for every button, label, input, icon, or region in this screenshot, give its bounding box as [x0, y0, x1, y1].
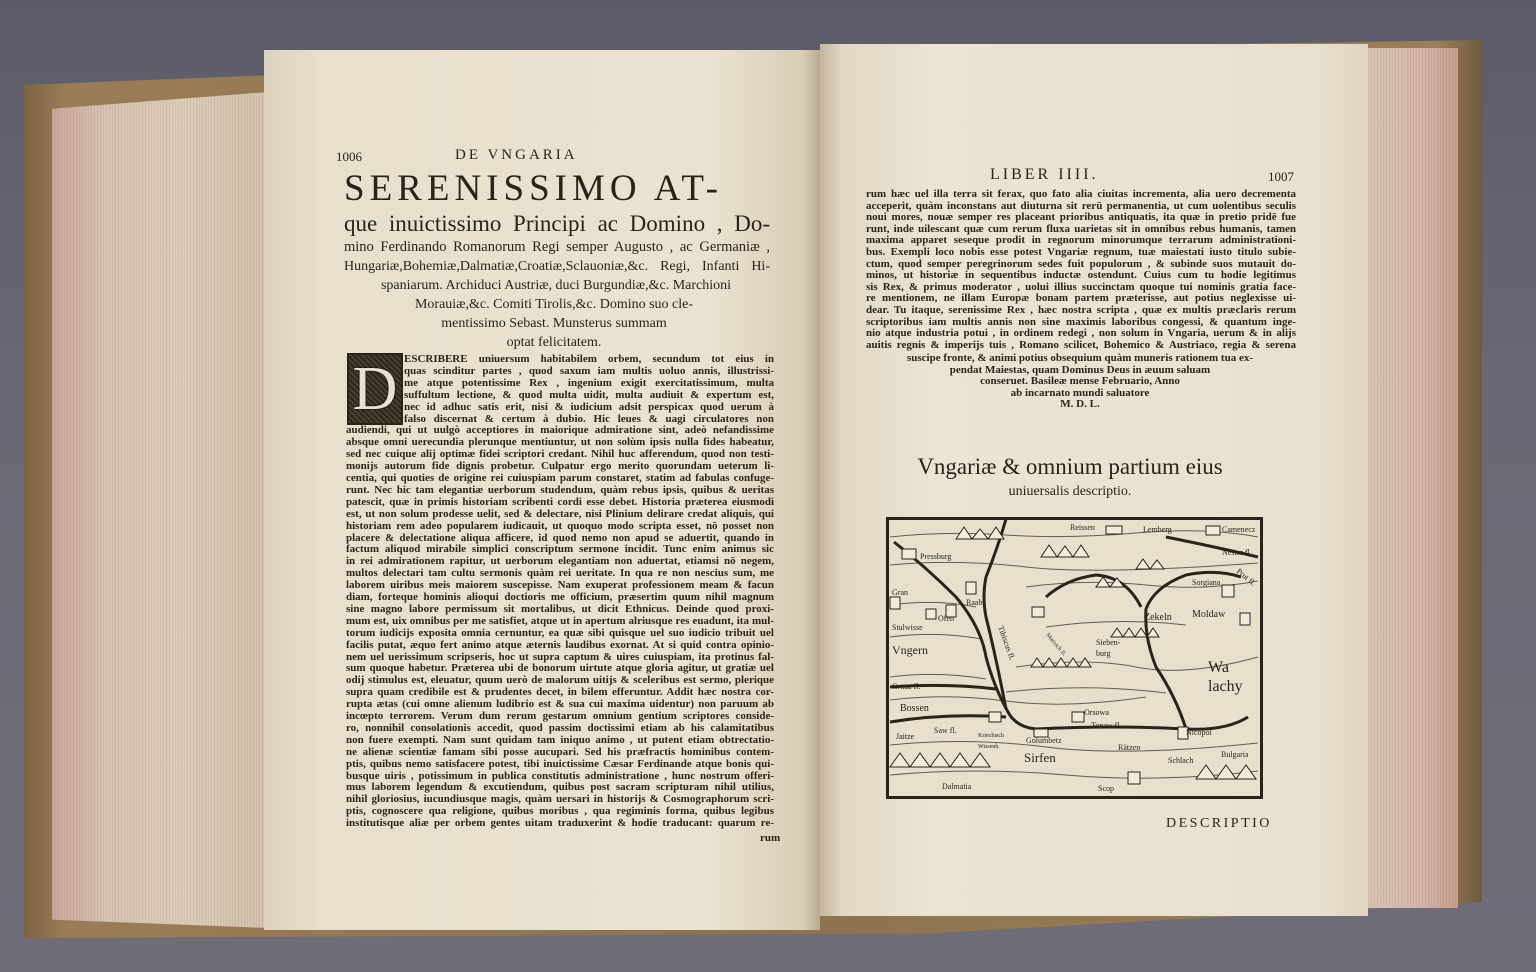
map-label: Pressburg: [920, 552, 952, 561]
body-text-line: odij stimulus est, eleuatur, quum uerò de malorum uitijs & sceleribus est sermo, plerique: [346, 675, 774, 687]
right-page-edges: [1362, 48, 1458, 908]
body-text-line: nec id adhuc satis erit, nisi & iudicium adsit perspicax quod uerum à: [404, 401, 774, 413]
map-terrain-lines: [890, 531, 1258, 778]
map-label: Jaitze: [896, 732, 915, 741]
body-text-line: auitis regnis & imperijs tuis , Romano scilicet, Bohemico & Austriaco, regia & serena: [866, 339, 1296, 351]
body-text-line: absque omni uerecundia plerunque mentiuntur, ut non solùm ipsis nulla fides habeatur,: [346, 437, 774, 449]
body-text-line: sine magno labore permissum sit mortalibus, ut dicit Ethnicus. Deinde quod proxi-: [346, 603, 774, 615]
body-text-line: runt, inde uilescant quæ cum rerum fluxa uarietas sit in omnibus rebus humanis, tamen: [866, 223, 1296, 235]
body-text-line: noui mores, nouæ semper res placeant prioribus antiquatis, ita quæ in pretio pridē fue: [866, 212, 1296, 224]
map-label: Sieben-: [1096, 638, 1121, 647]
dedication-line: optat felicitatem.: [506, 335, 602, 350]
body-text-line: multos delectari tam cultu sermonis quàm rei ueritate. In qua re non nescius sum, me: [346, 568, 774, 580]
closing-line: M. D. L.: [1060, 399, 1100, 411]
map-label: Camenecz: [1222, 525, 1256, 534]
body-text-line: suffultum lectione, & quod multa uidit, multa audiuit & expertum est,: [404, 389, 774, 401]
body-text-line: mus laborem legendum & excutiendum, quibus post sacram scripturam nihil utilius,: [346, 782, 774, 794]
body-text-line: ptis, quibus nemo satisfacere potest, tibi inuictissime Cæsar Ferdinande atque bonis qui-: [346, 758, 774, 770]
map-label: Lemberg: [1143, 525, 1172, 534]
map-label: Reissen: [1070, 523, 1095, 532]
right-catchword: DESCRIPTIO: [1166, 816, 1272, 831]
map-labels: [892, 523, 1258, 793]
dedication-line: que inuictissimo Principi ac Domino , Do-: [344, 211, 770, 236]
map-label: Bulgaria: [1221, 750, 1249, 759]
body-text-line: sed nec cuique alij optimæ fidei scriptori credant. Nihil huc afferendum, quod non testi-: [346, 449, 774, 461]
map-label: burg: [1096, 649, 1111, 658]
map-label: Golumbetz: [1026, 736, 1062, 745]
body-text-line: institutisque aliæ per orbem gentes uitam traduxerint & hodie traducant: quarum re-: [346, 818, 774, 830]
body-text-line: ptis, cognoscere qua religione, quibus moribus , qua regiminis forma, quibus legibus: [346, 806, 774, 818]
body-text-line: ctum, quod semper peregrinorum sedes fuit populorum , & subinde suos mutauit do-: [866, 258, 1296, 270]
dedication-title: SERENISSIMO AT-: [344, 168, 723, 209]
body-text-line: supra quam credibile est & prudentes decet, in bilem efferuntur. Addit hæc nostra cor-: [346, 687, 774, 699]
body-text-line: incœpto terrorem. Verum dum rerum gestarum omnium gentium scriptores conside-: [346, 711, 774, 722]
dedication-line: mentissimo Sebast. Munsterus summam: [441, 316, 667, 331]
body-text-line: centia, qui quoties de origine rei cuiuspiam parum constaret, statim ad fabulas confuge-: [346, 473, 774, 484]
map-label: Gran: [892, 588, 908, 597]
body-text-line: re mentionem, ne illam Europæ bonam partem præterisse, aut potius neglexisse ui-: [866, 293, 1296, 305]
body-text-line: patescit, quæ in primis historiam scribenti cordi esse debet. Historia præterea eiusmodi: [346, 496, 774, 508]
map-label: Schlach: [1168, 756, 1194, 765]
body-text-line: facilis putat, æquo fert animo atque æternis laudibus exornat. At si quid contra opinio-: [346, 639, 774, 651]
map-label: Prut fl.: [1234, 566, 1258, 588]
map-label: Wissenb.: [978, 744, 1000, 750]
body-text-line: scriptoribus iam multis annis non sine maximis laboribus congessi, & quantum inge-: [866, 316, 1296, 328]
body-text-line: sum quoque habetur. Præterea ubi de bonorum uirtute atque gloria agitur, ut gratiæ uel: [346, 663, 774, 675]
map-label: lachy: [1208, 678, 1243, 695]
woodcut-map-hungary: [886, 517, 1263, 799]
body-text-line: non fuere exempti. Nam sunt quidam tam iniquo animo , ut putent etiam obtrectatio-: [346, 734, 774, 746]
body-text-line: acceperit, quàm inconstans aut diuturna sit rerū permanentia, ut cum uolentibus seculis: [866, 200, 1296, 212]
body-text-line: est, ut non solum prodesse uelit, sed & delectare, nisi Plinium delirare credat aliquis, qui: [346, 508, 774, 520]
body-text-line: rum hæc uel illa terra sit ferax, quo fato alia ciuitas incrementa, alia uero decrementa: [866, 189, 1296, 200]
dedication-line: spaniarum. Archiduci Austriæ, duci Burgundiæ,&c. Marchioni: [380, 278, 732, 293]
left-page-edges: [52, 92, 268, 928]
body-text-line: historiam rem adeo popularem iudicauit, ut quoquo modo scripta esset, nō posset non: [346, 520, 774, 532]
body-text-line: runt. Nec hic tam elegantiæ uerborum studendum, quàm rebus ipsis, quibus & ueritas: [346, 484, 774, 496]
body-text-line: audiendi, qui ut uulgò acceptiores in maiorique admiratione sint, adeò nefandissime: [346, 425, 774, 437]
body-text-line: nio atque industria potui , in ordinem redegi , non solum in Vngaria, uerum & in alijs: [866, 328, 1296, 340]
map-label: Raab: [966, 598, 983, 607]
body-text-line: sis Rex, & primus moderator , uolui illius succinctam quoque tui nominis gratia face-: [866, 281, 1296, 293]
left-running-head: DE VNGARIA: [455, 147, 578, 163]
dedication-line: Morauiæ,&c. Comiti Tirolis,&c. Domino suo cle-: [414, 297, 694, 312]
body-text-line: placere & delectatione aliqua afficere, id quod nemo non apud se aduertit, quando in: [346, 532, 774, 544]
right-running-head: LIBER IIII.: [990, 166, 1099, 183]
body-text-line: falso discernat & certum à dubio. Hic leues & uagi circulatores non: [404, 413, 774, 425]
map-title: Vngariæ & omnium partium eius: [917, 454, 1223, 479]
map-label: Kriechisch: [978, 733, 1004, 739]
map-label: Tibiscus fl.: [996, 624, 1017, 662]
body-text-line: mum est, uix omnibus per me satisfiet, atque ut in apertum alriusque res euadunt, ita mul-: [346, 615, 774, 627]
body-text-line: factum aliquod mirabile simplici conscriptum sermone incidit. Tunc enim animus sic: [346, 544, 774, 556]
body-text-line: busque uiris , potissimum in publica constitutis administratione , hunc nostrum offeri-: [346, 770, 774, 782]
left-catchword: rum: [760, 832, 781, 844]
map-subtitle: uniuersalis descriptio.: [1008, 484, 1132, 499]
map-label: Sorgiana: [1192, 578, 1221, 587]
map-label: Tonaw fl.: [1091, 721, 1122, 730]
map-label: Vngern: [892, 643, 928, 657]
body-text-line: in rei admirationem rapitur, ut uerborum elegantiam non aduertat, etiamsi nō negem,: [346, 556, 774, 568]
map-label: Marosch fl.: [1044, 632, 1067, 658]
body-text-line: maxima apparet seseque prodit in regnorum minorumque terrarum administrationi-: [866, 235, 1296, 247]
body-text-line: nihil gloriosius, iucundiusque magis, quàm uersari in historijs & Cosmographorum scri-: [346, 794, 774, 806]
map-label: Orsowa: [1084, 708, 1109, 717]
map-label: Saw fl.: [934, 726, 957, 735]
map-label: Nester fl.: [1222, 548, 1252, 557]
map-label: Nicopol: [1186, 728, 1212, 737]
map-label: Stulwisse: [892, 623, 923, 632]
map-label: Dalmatia: [942, 782, 972, 791]
body-text-line: ne alienæ scientiæ famam sibi posse aucupari. Sed his præfractis hominibus contem-: [346, 746, 774, 758]
map-label: Wa: [1208, 659, 1229, 676]
body-text-line: nem uel uerissimum scripseris, hoc ut supra captum & uires cuiuspiam, ita protinus fal-: [346, 651, 774, 663]
closing-line: ab incarnato mundi saluatore: [1010, 387, 1150, 399]
body-text-line: rupta ætas (cui omne alienum ludibrio est & sua cui maxima uidentur) non paruum ab: [346, 699, 774, 711]
dedication-line: Hungariæ,Bohemiæ,Dalmatiæ,Croatiæ,Sclauoniæ,&c. Regi, Infanti Hi-: [344, 259, 770, 274]
map-label: Rätzen: [1118, 743, 1141, 752]
body-text-line: dear. Tu itaque, serenissime Rex , hæc nostra scripta , quæ ex multis præclaris rerum: [866, 305, 1296, 316]
closing-line: conseruet. Basileæ mense Februario, Anno: [980, 376, 1180, 388]
body-text-line: laborem uiribus meis maiorem suscepisse. Nam exuperat professionem meam & facun: [346, 580, 774, 592]
closing-line: suscipe fronte, & animi potius obsequium quàm muneris rationem tua ex-: [906, 353, 1253, 364]
map-label: Graua fl.: [892, 682, 921, 691]
map-label: Scop: [1098, 784, 1114, 793]
map-town-icons: [890, 526, 1250, 784]
body-text-line: minos, ut historiæ in sequentibus inductæ ostendunt. Cuius cum tu hodie legitimus: [866, 270, 1296, 282]
body-text-line: quas scinditur partes , quod saxum iam multis uoluo annis, illustrissi-: [404, 365, 774, 377]
dedication-line: mino Ferdinando Romanorum Regi semper Augusto , ac Germaniæ ,: [344, 239, 770, 255]
body-text-line: diam, forteque hominis alioqui doctioris me officium, præsertim quum nihil magnum: [346, 592, 774, 603]
right-folio-number: 1007: [1268, 169, 1294, 184]
body-text-line: me atque potentissime Rex , ingenium exigit exercitatissimum, multa: [404, 377, 774, 389]
body-text-line: bus. Exempli loco nobis esse potest Vngariæ regnum, tuæ maiestati iusto titulo subie-: [866, 247, 1296, 258]
decorated-initial: D: [347, 353, 403, 425]
body-text-line: ro, nonnihil consolationis accedit, quod passim doctissimi etiam ab his calamitatibus: [346, 722, 774, 734]
map-label: Sirfen: [1024, 750, 1056, 765]
body-text-line: ESCRIBERE uniuersum habitabilem orbem, secundum tot eius in: [404, 354, 774, 365]
body-text-line: torum iudicijs exposita omnia cernuntur, ea quæ sibi quisque uel suo iudicio tribuit uel: [346, 627, 774, 639]
map-label: Bossen: [900, 703, 929, 714]
map-label: Zekeln: [1144, 612, 1172, 623]
body-text-line: monijs autorum fide dignis probetur. Culpatur ergo merito quorundam ueterum li-: [346, 461, 774, 473]
left-folio-number: 1006: [336, 149, 362, 164]
map-label: Moldaw: [1192, 609, 1226, 620]
closing-line: pendat Maiestas, quam Dominus Deus in æuum saluam: [949, 364, 1211, 376]
map-label: Ofen: [938, 614, 954, 623]
